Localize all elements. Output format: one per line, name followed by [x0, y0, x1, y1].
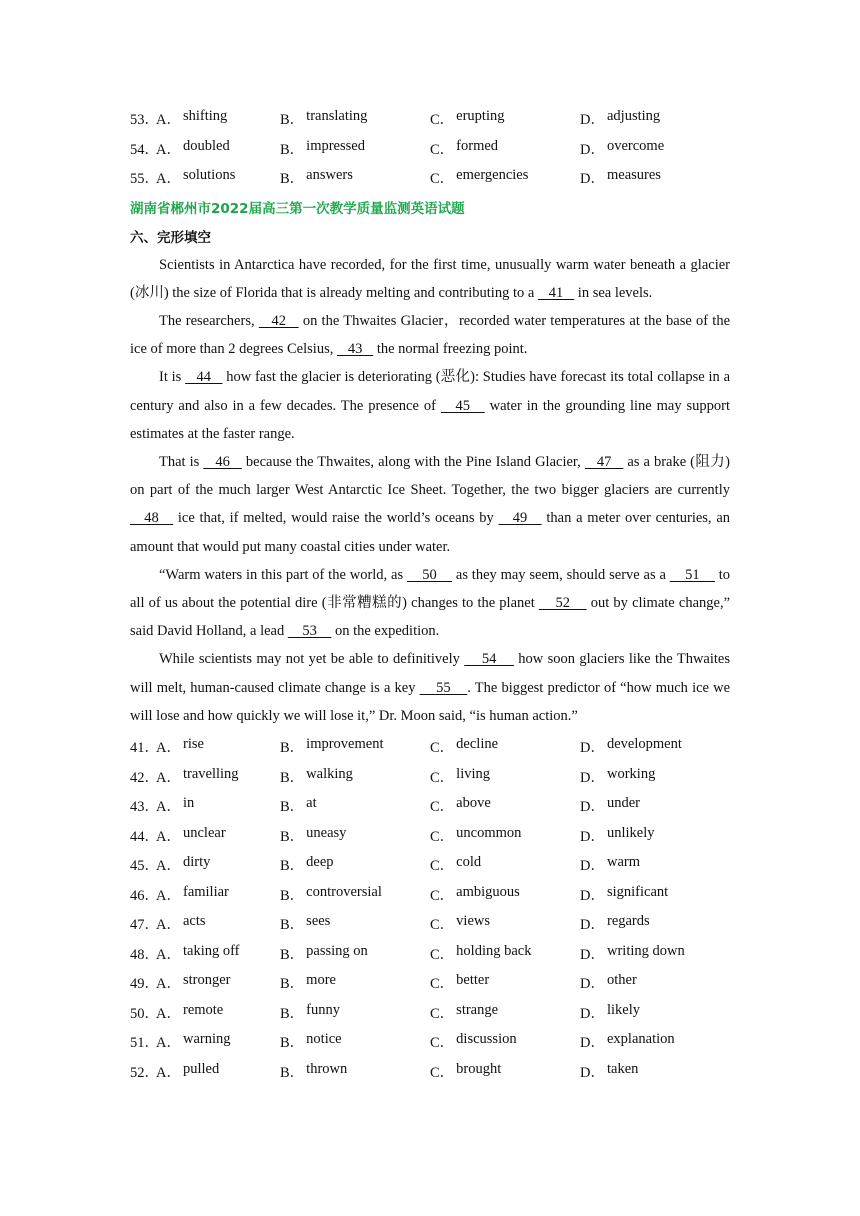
option-text: holding back — [456, 942, 532, 959]
option-b — [280, 167, 430, 188]
option-c — [430, 1031, 580, 1052]
question-number: 54． — [130, 141, 159, 158]
option-text: notice — [306, 1031, 342, 1048]
option-letter: B． — [280, 1005, 305, 1022]
option-letter: D． — [580, 141, 605, 158]
option-text: explanation — [606, 1031, 675, 1048]
option-c — [430, 854, 580, 875]
question-number: 45． — [130, 858, 159, 875]
option-d — [580, 1031, 730, 1052]
option-text: warning — [182, 1031, 231, 1048]
option-letter: A． — [156, 769, 181, 786]
option-text: erupting — [456, 108, 505, 125]
exam-page — [130, 104, 730, 1086]
option-text: warm — [606, 854, 640, 871]
option-letter: B． — [280, 1035, 305, 1052]
passage-text: water in the grounding line may support estimates at the faster range. — [130, 397, 731, 442]
option-text: strange — [456, 1001, 499, 1018]
option-b — [280, 1002, 430, 1023]
option-row — [130, 104, 730, 134]
passage-text: than a meter over centuries, an amount that would put many coastal cities under water. — [130, 510, 730, 555]
option-letter: B． — [280, 1064, 305, 1081]
option-d — [580, 943, 730, 964]
question-number: 46． — [130, 887, 159, 904]
option-text: under — [606, 795, 640, 812]
question-number: 41． — [130, 740, 159, 757]
passage-text: “Warm waters in this part of the world, as — [159, 566, 407, 583]
option-d — [580, 1002, 730, 1023]
option-a — [156, 167, 280, 188]
option-text: rise — [182, 736, 204, 753]
option-letter: D． — [580, 171, 605, 188]
option-c — [430, 972, 580, 993]
option-letter: C． — [430, 1064, 455, 1081]
option-letter: A． — [156, 740, 181, 757]
passage-paragraph — [130, 307, 730, 363]
option-row — [130, 968, 730, 998]
option-d — [580, 1061, 730, 1082]
option-letter: B． — [280, 828, 305, 845]
blank: 41 — [537, 284, 575, 301]
option-b — [280, 1031, 430, 1052]
option-letter: C． — [430, 1005, 455, 1022]
option-b — [280, 884, 430, 905]
option-text: ambiguous — [456, 883, 520, 900]
option-letter: B． — [280, 946, 305, 963]
option-letter: C． — [430, 112, 455, 129]
option-letter: B． — [280, 887, 305, 904]
option-text: sees — [306, 913, 331, 930]
option-letter: D． — [580, 858, 605, 875]
option-letter: B． — [280, 171, 305, 188]
option-text: discussion — [456, 1031, 517, 1048]
blank: 54 — [464, 651, 514, 668]
option-text: unlikely — [606, 824, 655, 841]
option-text: familiar — [182, 883, 229, 900]
option-text: deep — [306, 854, 334, 871]
option-letter: C． — [430, 828, 455, 845]
blank: 51 — [669, 566, 715, 583]
option-letter: A． — [156, 828, 181, 845]
option-text: remote — [182, 1001, 224, 1018]
option-b — [280, 854, 430, 875]
option-a — [156, 854, 280, 875]
passage-text: . The biggest predictor of “how much ice we will lose and how quickly we will lose it,” Dr. Moon said, “is human action.” — [130, 679, 731, 724]
option-a — [156, 795, 280, 816]
cloze-passage — [130, 251, 730, 730]
source-title: 湖南省郴州市2022届高三第一次教学质量监测英语试题 — [130, 201, 465, 217]
option-letter: B． — [280, 858, 305, 875]
blank: 52 — [538, 594, 587, 611]
blank: 43 — [336, 341, 374, 358]
passage-text: That is — [159, 453, 204, 470]
option-text: travelling — [182, 765, 239, 782]
option-letter: C． — [430, 946, 455, 963]
option-d — [580, 108, 730, 129]
option-b — [280, 1061, 430, 1082]
option-letter: D． — [580, 1035, 605, 1052]
passage-text: the normal freezing point. — [373, 341, 528, 358]
option-letter: A． — [156, 1035, 181, 1052]
option-a — [156, 736, 280, 757]
option-letter: B． — [280, 112, 305, 129]
option-row — [130, 909, 730, 939]
blank: 46 — [203, 453, 242, 470]
option-text: doubled — [182, 137, 230, 154]
question-number: 51． — [130, 1035, 159, 1052]
option-letter: D． — [580, 887, 605, 904]
passage-paragraph — [130, 251, 730, 307]
section-title: 六、完形填空 — [130, 230, 211, 246]
option-letter: C． — [430, 976, 455, 993]
passage-text: to all of us about the potential dire (非常糟糕的) changes to the planet — [130, 566, 730, 611]
option-text: overcome — [606, 137, 665, 154]
passage-text: on the expedition. — [331, 623, 440, 640]
option-c — [430, 736, 580, 757]
option-row — [130, 134, 730, 164]
option-a — [156, 766, 280, 787]
option-letter: B． — [280, 141, 305, 158]
option-text: significant — [606, 883, 669, 900]
option-letter: A． — [156, 1064, 181, 1081]
option-text: brought — [456, 1060, 502, 1077]
option-text: uneasy — [306, 824, 347, 841]
option-text: shifting — [182, 108, 228, 125]
option-letter: B． — [280, 976, 305, 993]
passage-paragraph — [130, 645, 730, 730]
option-text: solutions — [182, 167, 236, 184]
option-letter: D． — [580, 828, 605, 845]
option-letter: C． — [430, 740, 455, 757]
option-letter: D． — [580, 917, 605, 934]
option-text: writing down — [606, 942, 685, 959]
option-a — [156, 1061, 280, 1082]
option-c — [430, 138, 580, 159]
option-letter: B． — [280, 917, 305, 934]
option-d — [580, 167, 730, 188]
passage-text: as they may seem, should serve as a — [452, 566, 670, 583]
option-letter: A． — [156, 799, 181, 816]
option-letter: A． — [156, 858, 181, 875]
option-text: above — [456, 795, 491, 812]
passage-text: Scientists in Antarctica have recorded, for the first time, unusually warm water beneath a glacier (冰川) the size of Florida that is already melting and contributing to a — [130, 256, 730, 301]
option-d — [580, 854, 730, 875]
option-text: translating — [306, 108, 368, 125]
question-number: 43． — [130, 799, 159, 816]
option-d — [580, 736, 730, 757]
option-b — [280, 972, 430, 993]
blank: 47 — [584, 453, 624, 470]
passage-text: out by climate change,” said David Holland, a lead — [130, 594, 731, 640]
option-c — [430, 943, 580, 964]
option-b — [280, 795, 430, 816]
option-text: pulled — [182, 1060, 220, 1077]
option-row — [130, 1056, 730, 1086]
option-letter: C． — [430, 1035, 455, 1052]
option-b — [280, 825, 430, 846]
passage-paragraph — [130, 363, 730, 448]
option-text: funny — [306, 1001, 341, 1018]
blank: 53 — [287, 623, 332, 640]
option-text: living — [456, 765, 491, 782]
question-number: 42． — [130, 769, 159, 786]
option-text: unclear — [182, 824, 226, 841]
passage-text: It is — [159, 369, 186, 386]
option-a — [156, 825, 280, 846]
passage-text: how fast the glacier is deteriorating (恶化): Studies have forecast its total collapse in a century and also in a few decades. The presence of — [130, 369, 731, 414]
passage-text: how soon glaciers like the Thwaites will melt, human-caused climate change is a key — [130, 651, 731, 696]
question-number: 55． — [130, 171, 159, 188]
blank: 48 — [130, 510, 174, 527]
option-a — [156, 884, 280, 905]
option-letter: D． — [580, 740, 605, 757]
option-letter: C． — [430, 769, 455, 786]
passage-text: on the Thwaites Glacier，recorded water temperatures at the base of the ice of more than 2 degrees Celsius, — [130, 312, 731, 358]
option-b — [280, 138, 430, 159]
option-c — [430, 884, 580, 905]
option-text: development — [606, 736, 682, 753]
option-letter: C． — [430, 171, 455, 188]
question-number: 50． — [130, 1005, 159, 1022]
option-letter: D． — [580, 1064, 605, 1081]
option-a — [156, 943, 280, 964]
option-text: acts — [182, 913, 206, 930]
option-b — [280, 108, 430, 129]
passage-text: ice that, if melted, would raise the world’s oceans by — [173, 510, 499, 527]
passage-text: because the Thwaites, along with the Pine Island Glacier, — [241, 453, 585, 470]
option-text: dirty — [182, 854, 211, 871]
option-letter: D． — [580, 112, 605, 129]
option-text: in — [182, 795, 195, 812]
option-letter: C． — [430, 141, 455, 158]
passage-paragraph — [130, 561, 730, 646]
option-letter: B． — [280, 740, 305, 757]
blank: 55 — [419, 679, 468, 696]
option-d — [580, 795, 730, 816]
question-number: 53． — [130, 112, 159, 129]
blank: 49 — [498, 510, 542, 527]
option-d — [580, 825, 730, 846]
option-letter: A． — [156, 112, 181, 129]
option-a — [156, 972, 280, 993]
option-c — [430, 913, 580, 934]
option-letter: A． — [156, 171, 181, 188]
option-text: at — [306, 795, 317, 812]
option-text: controversial — [306, 883, 382, 900]
option-row — [130, 850, 730, 880]
option-row — [130, 1027, 730, 1057]
question-number: 47． — [130, 917, 159, 934]
option-a — [156, 138, 280, 159]
question-number: 48． — [130, 946, 159, 963]
passage-text: The researchers, — [159, 312, 259, 329]
option-letter: B． — [280, 769, 305, 786]
option-letter: B． — [280, 799, 305, 816]
option-text: better — [456, 972, 490, 989]
option-c — [430, 1002, 580, 1023]
option-text: likely — [606, 1001, 641, 1018]
option-text: impressed — [306, 137, 365, 154]
option-text: measures — [606, 167, 661, 184]
question-number: 44． — [130, 828, 159, 845]
passage-paragraph — [130, 448, 730, 561]
option-letter: A． — [156, 1005, 181, 1022]
option-text: walking — [306, 765, 353, 782]
option-letter: C． — [430, 917, 455, 934]
passage-text: as a brake (阻力) on part of the much larger West Antarctic Ice Sheet. Together, the two bigger glaciers are currently — [130, 453, 731, 499]
option-a — [156, 913, 280, 934]
option-text: working — [606, 765, 656, 782]
option-text: emergencies — [456, 167, 529, 184]
option-text: views — [456, 913, 491, 930]
option-letter: D． — [580, 1005, 605, 1022]
option-letter: D． — [580, 799, 605, 816]
blank: 50 — [406, 566, 453, 583]
option-text: formed — [456, 137, 499, 154]
blank: 42 — [258, 312, 299, 329]
option-c — [430, 825, 580, 846]
option-text: answers — [306, 167, 353, 184]
passage-text: in sea levels. — [574, 284, 653, 301]
option-text: adjusting — [606, 108, 661, 125]
blank: 45 — [440, 397, 485, 414]
option-row — [130, 791, 730, 821]
option-b — [280, 943, 430, 964]
option-text: regards — [606, 913, 650, 930]
option-text: other — [606, 972, 637, 989]
option-text: thrown — [306, 1060, 348, 1077]
cloze-options-list — [130, 732, 730, 1086]
option-c — [430, 108, 580, 129]
top-options-list — [130, 104, 730, 193]
option-letter: C． — [430, 887, 455, 904]
option-a — [156, 1031, 280, 1052]
option-row — [130, 997, 730, 1027]
option-row — [130, 761, 730, 791]
option-row — [130, 163, 730, 193]
option-text: taking off — [182, 942, 240, 959]
option-text: more — [306, 972, 336, 989]
option-text: taken — [606, 1060, 639, 1077]
question-number: 49． — [130, 976, 159, 993]
option-letter: A． — [156, 976, 181, 993]
option-d — [580, 138, 730, 159]
option-text: improvement — [306, 736, 384, 753]
blank: 44 — [185, 369, 223, 386]
option-letter: A． — [156, 917, 181, 934]
option-letter: D． — [580, 976, 605, 993]
option-b — [280, 736, 430, 757]
option-letter: A． — [156, 141, 181, 158]
option-text: stronger — [182, 972, 231, 989]
option-letter: A． — [156, 887, 181, 904]
option-letter: C． — [430, 858, 455, 875]
option-text: passing on — [306, 942, 368, 959]
option-c — [430, 795, 580, 816]
option-d — [580, 766, 730, 787]
option-c — [430, 167, 580, 188]
option-row — [130, 879, 730, 909]
option-row — [130, 938, 730, 968]
option-d — [580, 884, 730, 905]
passage-text: While scientists may not yet be able to definitively — [159, 651, 465, 668]
option-d — [580, 972, 730, 993]
option-letter: A． — [156, 946, 181, 963]
option-d — [580, 913, 730, 934]
option-a — [156, 108, 280, 129]
option-row — [130, 820, 730, 850]
option-row — [130, 732, 730, 762]
option-b — [280, 913, 430, 934]
option-a — [156, 1002, 280, 1023]
option-text: decline — [456, 736, 499, 753]
option-c — [430, 1061, 580, 1082]
option-c — [430, 766, 580, 787]
option-letter: D． — [580, 769, 605, 786]
option-b — [280, 766, 430, 787]
option-text: cold — [456, 854, 482, 871]
option-text: uncommon — [456, 824, 522, 841]
option-letter: C． — [430, 799, 455, 816]
option-letter: D． — [580, 946, 605, 963]
question-number: 52． — [130, 1064, 159, 1081]
